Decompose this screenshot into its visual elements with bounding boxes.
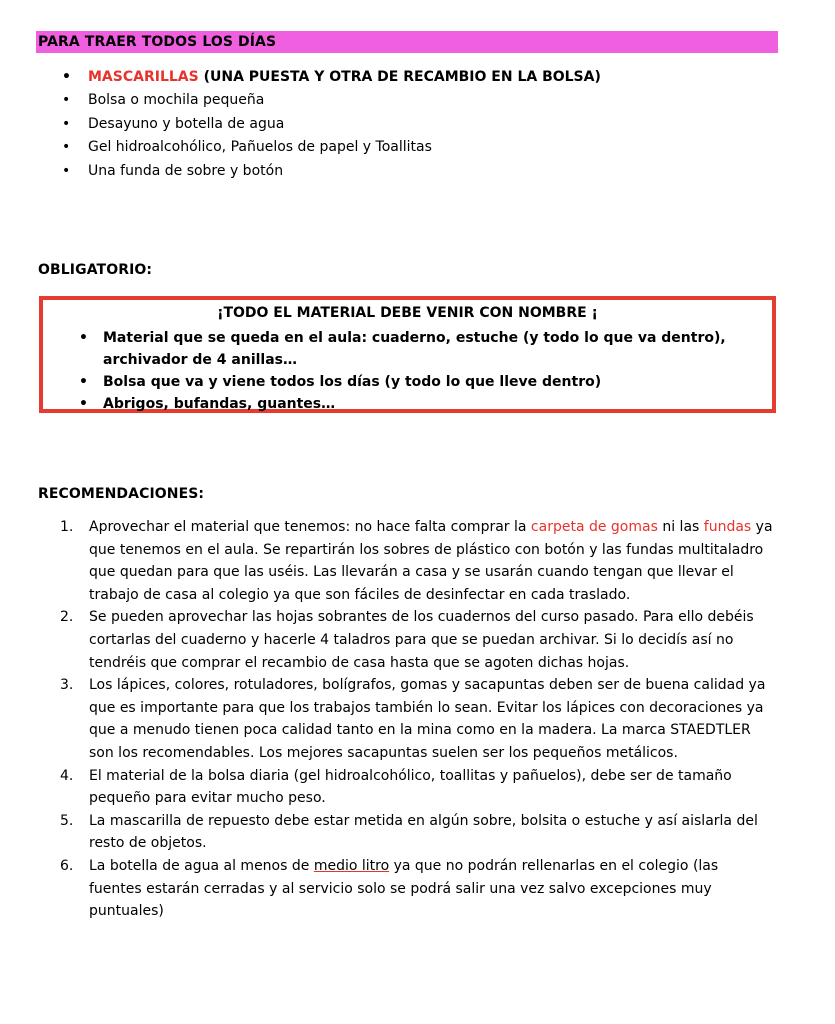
list-item xyxy=(60,66,601,89)
rec-text: Se pueden aprovechar las hojas sobrantes de los cuadernos del curso pasado. Para ello debéis cortarlas del cuaderno y hacerle 4 taladros para que se puedan archivar. Si lo decidís así no tendréis que comprar el recambio de casa hasta que se agoten dichas hojas. xyxy=(89,609,754,671)
rec-text: La mascarilla de repuesto debe estar metida en algún sobre, bolsita o estuche y así aislarla del resto de objetos. xyxy=(89,812,758,852)
list-item: • Bolsa o mochila pequeña xyxy=(60,89,601,112)
item-number: 4. xyxy=(60,767,74,784)
item-number: 3. xyxy=(60,677,74,694)
mandatory-box xyxy=(39,296,776,413)
rec-text: El material de la bolsa diaria (gel hidroalcohólico, toallitas y pañuelos), debe ser de tamaño pequeño para evitar mucho peso. xyxy=(89,767,732,807)
list-item xyxy=(60,606,775,674)
rec-text: ni las xyxy=(657,519,704,535)
list-item xyxy=(60,765,775,810)
rec-text: Aprovechar el material que tenemos: no hace falta comprar la xyxy=(89,519,531,535)
daily-items-list xyxy=(60,66,601,183)
list-item: • Una funda de sobre y botón xyxy=(60,160,601,183)
highlight-text: carpeta de gomas xyxy=(530,519,658,535)
list-item xyxy=(60,855,775,923)
rec-text: Los lápices, colores, rotuladores, bolígrafos, gomas y sacapuntas deben ser de buena calidad ya que es importante para que los trabajos también lo sean. Evitar los lápices con decoraciones ya que a menudo tienen poca calidad tanto en la mina como en la madera. La marca STAEDTLER son los recomendables. Los mejores sacapuntas suelen ser los pequeños metálicos. xyxy=(89,677,766,761)
list-item: • Material que se queda en el aula: cuaderno, estuche (y todo lo que va dentro), archivador de 4 anillas… xyxy=(79,327,739,371)
list-item: • Gel hidroalcohólico, Pañuelos de papel y Toallitas xyxy=(60,136,601,159)
highlight-text: fundas xyxy=(703,519,752,535)
underlined-text: medio litro xyxy=(313,857,390,874)
list-item xyxy=(60,674,775,764)
recommendations-list xyxy=(60,516,775,923)
rec-text: ya que no podrán rellenarlas en el colegio (las fuentes estarán cerradas y al servicio solo se podrá salir una vez salvo excepciones muy puntuales) xyxy=(89,857,719,920)
masks-label: MASCARILLAS xyxy=(88,69,199,85)
masks-detail: (UNA PUESTA Y OTRA DE RECAMBIO EN LA BOLSA) xyxy=(198,69,601,85)
item-number: 5. xyxy=(60,812,74,829)
rec-text: ya que tenemos en el aula. Se repartirán los sobres de plástico con botón y las fundas multitaladro que quedan para que las uséis. Las llevarán a casa y se usarán cuando tengan que llevar el trabajo de casa al colegio ya que son fáciles de desinfectar en cada traslado. xyxy=(89,519,773,603)
rec-text: La botella de agua al menos de xyxy=(89,857,314,874)
list-item: • Bolsa que va y viene todos los días (y todo lo que lleve dentro) xyxy=(79,371,739,393)
item-number: 1. xyxy=(60,519,74,535)
recommendations-heading: RECOMENDACIONES: xyxy=(38,486,205,502)
item-number: 6. xyxy=(60,857,74,874)
item-number: 2. xyxy=(60,609,74,626)
list-item xyxy=(60,516,775,606)
mandatory-box-title: ¡TODO EL MATERIAL DEBE VENIR CON NOMBRE ¡ xyxy=(217,305,598,321)
daily-items-heading: PARA TRAER TODOS LOS DÍAS xyxy=(36,31,778,53)
mandatory-list xyxy=(79,327,739,415)
list-item xyxy=(60,810,775,855)
list-item: • Desayuno y botella de agua xyxy=(60,113,601,136)
list-item: • Abrigos, bufandas, guantes… xyxy=(79,393,739,415)
mandatory-heading: OBLIGATORIO: xyxy=(38,262,153,278)
